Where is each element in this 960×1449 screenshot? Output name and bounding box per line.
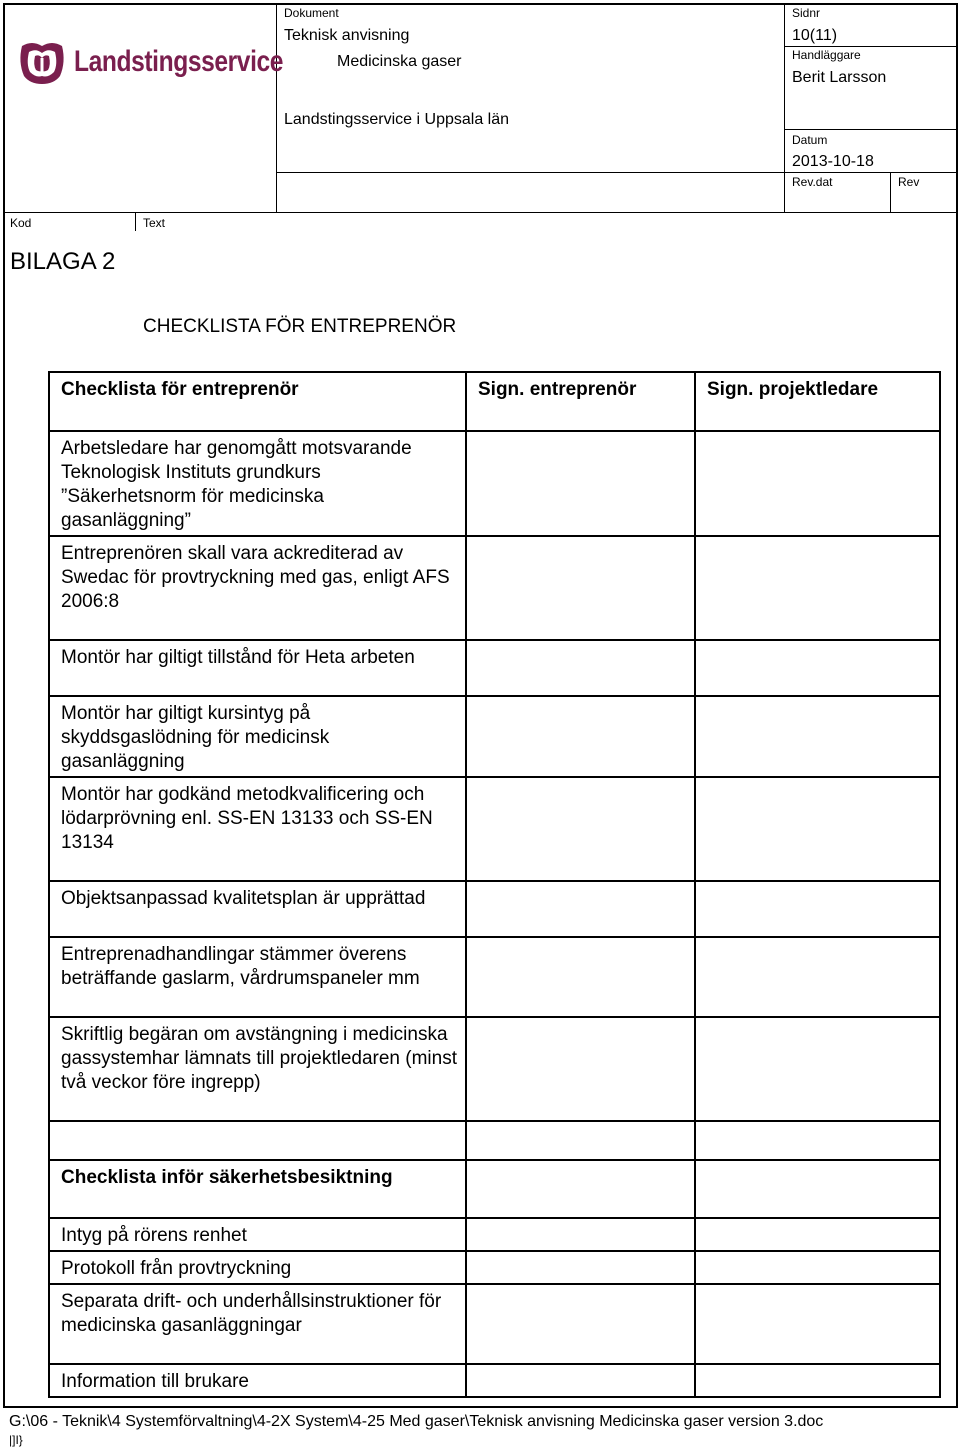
logo (16, 38, 329, 86)
sign-entreprenor-cell[interactable] (466, 1284, 695, 1364)
table-header-row (49, 372, 940, 431)
handlaggare-value: Berit Larsson (792, 69, 887, 86)
sign-projektledare-cell[interactable] (695, 881, 940, 937)
table-row (49, 431, 940, 536)
sign-projektledare-cell[interactable] (695, 777, 940, 881)
checklist-table (48, 371, 941, 1398)
row-text: Objektsanpassad kvalitetsplan är upprättad (49, 881, 466, 937)
table-row (49, 777, 940, 881)
sign-projektledare-cell[interactable] (695, 1364, 940, 1397)
row-text: Entreprenadhandlingar stämmer överens beträffande gaslarm, vårdrumspaneler mm (49, 937, 466, 1017)
sign-projektledare-cell[interactable] (695, 431, 940, 536)
section2-header: Checklista inför säkerhetsbesiktning (49, 1160, 466, 1218)
sign-projektledare-cell[interactable] (695, 640, 940, 696)
bilaga-title: BILAGA 2 (10, 248, 116, 275)
sign-projektledare-cell[interactable] (695, 1017, 940, 1121)
row-text: Montör har giltigt tillstånd för Heta arbeten (49, 640, 466, 696)
sign-entreprenor-cell[interactable] (466, 696, 695, 777)
sign-entreprenor-cell[interactable] (466, 777, 695, 881)
table-row (49, 1218, 940, 1251)
revdat-label: Rev.dat (792, 175, 833, 189)
row-text: Intyg på rörens renhet (49, 1218, 466, 1251)
table-row (49, 1364, 940, 1397)
row-text: Skriftlig begäran om avstängning i medicinska gassystemhar lämnats till projektledaren (minst två veckor före ingrepp) (49, 1017, 466, 1121)
table-row (49, 1284, 940, 1364)
datum-label: Datum (792, 133, 828, 147)
sign-entreprenor-cell[interactable] (466, 1160, 695, 1218)
sign-projektledare-cell[interactable] (695, 1251, 940, 1284)
sign-entreprenor-cell[interactable] (466, 1251, 695, 1284)
landstingsservice-logo-icon (16, 38, 68, 86)
sign-entreprenor-cell[interactable] (466, 1364, 695, 1397)
sign-projektledare-cell[interactable] (695, 1160, 940, 1218)
footer-code: |]I} (9, 1433, 23, 1447)
table-row (49, 1251, 940, 1284)
table-row (49, 937, 940, 1017)
datum-value: 2013-10-18 (792, 153, 874, 170)
sign-entreprenor-cell[interactable] (466, 1017, 695, 1121)
sign-entreprenor-cell[interactable] (466, 1218, 695, 1251)
dokument-line2: Medicinska gaser (337, 53, 462, 70)
col3-header: Sign. projektledare (695, 372, 940, 431)
section2-header-row (49, 1160, 940, 1218)
row-text: Information till brukare (49, 1364, 466, 1397)
table-row (49, 536, 940, 640)
sidnr-label: Sidnr (792, 6, 821, 20)
sidnr-value: 10(11) (792, 27, 838, 44)
row-text: Entreprenören skall vara ackrediterad av Swedac för provtryckning med gas, enligt AFS 2006:8 (49, 536, 466, 640)
row-text: Separata drift- och underhållsinstruktioner för medicinska gasanläggningar (49, 1284, 466, 1364)
row-text: Protokoll från provtryckning (49, 1251, 466, 1284)
checklist-heading: CHECKLISTA FÖR ENTREPRENÖR (143, 316, 457, 337)
footer-path: G:\06 - Teknik\4 Systemförvaltning\4-2X System\4-25 Med gaser\Teknisk anvisning Medicinska gaser version 3.doc (9, 1413, 824, 1430)
dokument-label: Dokument (284, 6, 339, 20)
table-spacer-row (49, 1121, 940, 1160)
row-text: Montör har giltigt kursintyg på skyddsgaslödning för medicinsk gasanläggning (49, 696, 466, 777)
handlaggare-label: Handläggare (792, 48, 861, 62)
table-row (49, 696, 940, 777)
logo-text: Landstingsservice (74, 45, 284, 78)
sign-projektledare-cell[interactable] (695, 937, 940, 1017)
row-text: Arbetsledare har genomgått motsvarande Teknologisk Instituts grundkurs ”Säkerhetsnorm för medicinska gasanläggning” (49, 431, 466, 536)
col2-header: Sign. entreprenör (466, 372, 695, 431)
sign-projektledare-cell[interactable] (695, 536, 940, 640)
sign-projektledare-cell[interactable] (695, 1284, 940, 1364)
sign-entreprenor-cell[interactable] (466, 431, 695, 536)
text-label: Text (143, 216, 166, 230)
table-row (49, 640, 940, 696)
sign-entreprenor-cell[interactable] (466, 937, 695, 1017)
kod-label: Kod (10, 216, 32, 230)
sign-entreprenor-cell[interactable] (466, 881, 695, 937)
sign-projektledare-cell[interactable] (695, 696, 940, 777)
sign-entreprenor-cell[interactable] (466, 640, 695, 696)
sign-projektledare-cell[interactable] (695, 1218, 940, 1251)
col1-header: Checklista för entreprenör (49, 372, 466, 431)
dokument-line1: Teknisk anvisning (284, 27, 410, 44)
sign-entreprenor-cell[interactable] (466, 536, 695, 640)
org-name: Landstingsservice i Uppsala län (284, 111, 510, 128)
table-row (49, 881, 940, 937)
rev-label: Rev (898, 175, 920, 189)
row-text: Montör har godkänd metodkvalificering och lödarprövning enl. SS-EN 13133 och SS-EN 13134 (49, 777, 466, 881)
table-row (49, 1017, 940, 1121)
